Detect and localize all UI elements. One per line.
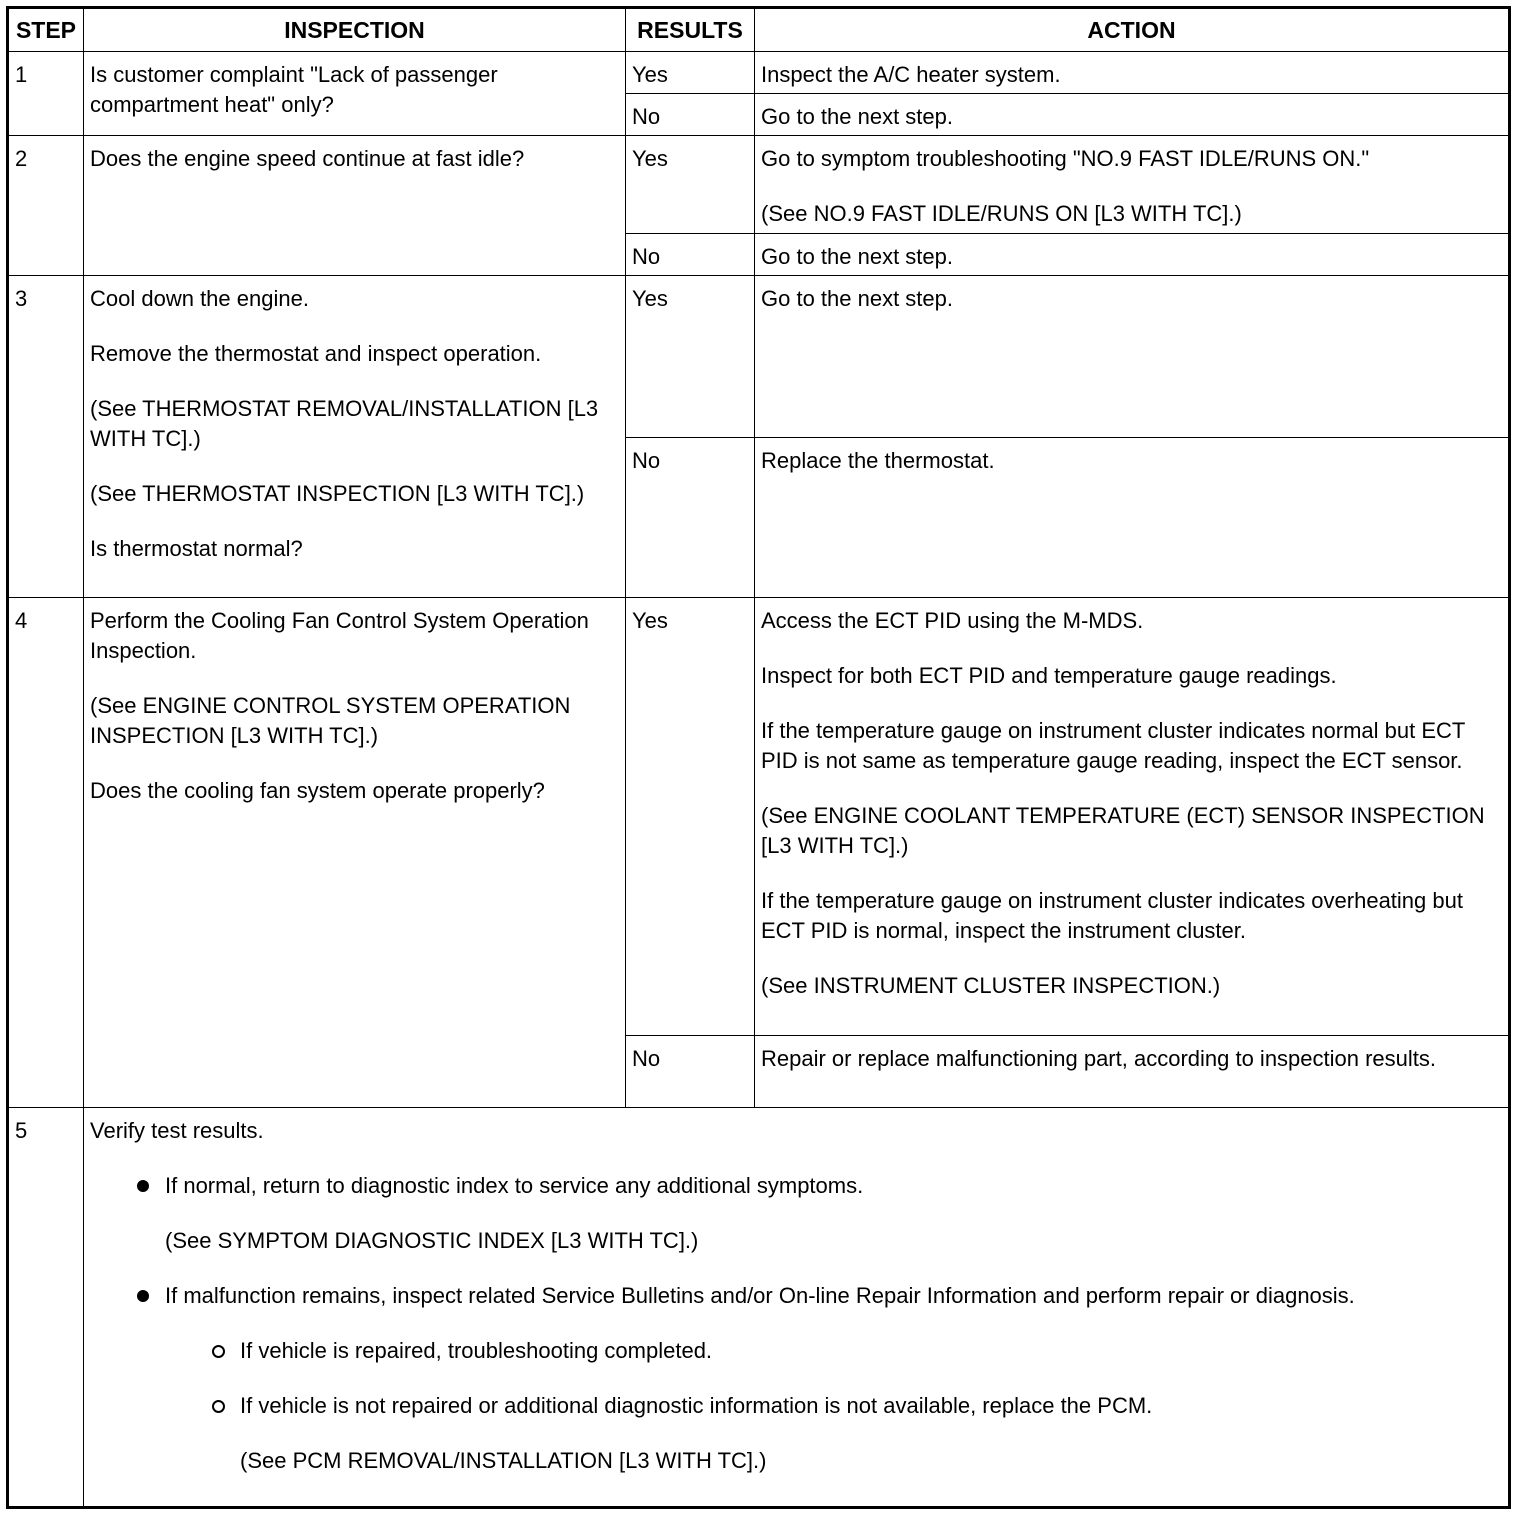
- step-4-yes-row: [8, 598, 1510, 1036]
- inspection-text: Does the engine speed continue at fast idle?: [90, 146, 525, 171]
- header-inspection: INSPECTION: [84, 8, 626, 52]
- list-item: [137, 1281, 1502, 1476]
- step-5-row: [8, 1108, 1510, 1508]
- hollow-bullet-icon: [212, 1345, 225, 1358]
- step-3-yes-action: [755, 276, 1510, 438]
- step-2-yes-row: [8, 136, 1510, 234]
- action-text: If the temperature gauge on instrument cluster indicates overheating but ECT PID is normal, inspect the instrument cluster.: [761, 888, 1463, 943]
- step-5-number: 5: [8, 1108, 84, 1508]
- inspection-text: Remove the thermostat and inspect operation.: [90, 341, 542, 366]
- inspection-reference: (See THERMOSTAT INSPECTION [L3 WITH TC].): [90, 481, 585, 506]
- step-4-number: 4: [8, 598, 84, 1108]
- step-2-no-result: No: [626, 234, 755, 276]
- step-4-no-action: [755, 1036, 1510, 1108]
- step-3-yes-row: [8, 276, 1510, 438]
- inspection-text: Is customer complaint "Lack of passenger compartment heat" only?: [90, 62, 498, 117]
- step-5-content: [84, 1108, 1510, 1508]
- step-2-no-action: [755, 234, 1510, 276]
- inspection-question: Does the cooling fan system operate properly?: [90, 778, 545, 803]
- action-text: Inspect the A/C heater system.: [761, 62, 1061, 87]
- action-text: Go to the next step.: [761, 244, 954, 269]
- header-step: STEP: [8, 8, 84, 52]
- step-5-intro: Verify test results.: [90, 1118, 264, 1143]
- action-text: Replace the thermostat.: [761, 448, 995, 473]
- step-1-no-result: No: [626, 94, 755, 136]
- action-text: If the temperature gauge on instrument cluster indicates normal but ECT PID is not same as temperature gauge reading, inspect the ECT sensor.: [761, 718, 1465, 773]
- step-3-no-action: [755, 438, 1510, 598]
- sub-bullet-reference: (See PCM REMOVAL/INSTALLATION [L3 WITH TC].): [240, 1448, 767, 1473]
- step-3-yes-result: Yes: [626, 276, 755, 438]
- inspection-text: Perform the Cooling Fan Control System Operation Inspection.: [90, 608, 589, 663]
- step-3-number: 3: [8, 276, 84, 598]
- header-results: RESULTS: [626, 8, 755, 52]
- step-4-yes-action: [755, 598, 1510, 1036]
- inspection-reference: (See THERMOSTAT REMOVAL/INSTALLATION [L3 WITH TC].): [90, 396, 599, 451]
- step-2-yes-action: [755, 136, 1510, 234]
- action-text: Go to symptom troubleshooting "NO.9 FAST IDLE/RUNS ON.": [761, 146, 1370, 171]
- step-4-yes-result: Yes: [626, 598, 755, 1036]
- step-5-sub-list: [165, 1336, 1502, 1476]
- step-5-bullet-list: [90, 1171, 1502, 1476]
- step-1-no-action: [755, 94, 1510, 136]
- step-2-number: 2: [8, 136, 84, 276]
- list-item: [212, 1336, 1502, 1366]
- step-1-number: 1: [8, 52, 84, 136]
- sub-bullet-text: If vehicle is not repaired or additional diagnostic information is not available, replace the PCM.: [240, 1393, 1153, 1418]
- inspection-reference: (See ENGINE CONTROL SYSTEM OPERATION INSPECTION [L3 WITH TC].): [90, 693, 571, 748]
- bullet-text: If malfunction remains, inspect related Service Bulletins and/or On-line Repair Information and perform repair or diagnosis.: [165, 1283, 1355, 1308]
- list-item: [212, 1391, 1502, 1476]
- step-3-no-result: No: [626, 438, 755, 598]
- step-4-inspection: [84, 598, 626, 1108]
- action-reference: (See NO.9 FAST IDLE/RUNS ON [L3 WITH TC].): [761, 201, 1242, 226]
- header-action: ACTION: [755, 8, 1510, 52]
- step-1-inspection: [84, 52, 626, 136]
- bullet-text: If normal, return to diagnostic index to service any additional symptoms.: [165, 1173, 864, 1198]
- step-4-no-result: No: [626, 1036, 755, 1108]
- header-row: [8, 8, 1510, 52]
- filled-bullet-icon: [137, 1290, 149, 1302]
- action-text: Access the ECT PID using the M-MDS.: [761, 608, 1144, 633]
- action-text: Repair or replace malfunctioning part, according to inspection results.: [761, 1046, 1437, 1071]
- step-2-inspection: [84, 136, 626, 276]
- step-3-inspection: [84, 276, 626, 598]
- sub-bullet-text: If vehicle is repaired, troubleshooting completed.: [240, 1338, 713, 1363]
- filled-bullet-icon: [137, 1180, 149, 1192]
- inspection-question: Is thermostat normal?: [90, 536, 303, 561]
- action-text: Inspect for both ECT PID and temperature gauge readings.: [761, 663, 1337, 688]
- step-1-yes-action: [755, 52, 1510, 94]
- hollow-bullet-icon: [212, 1400, 225, 1413]
- action-text: Go to the next step.: [761, 104, 954, 129]
- inspection-text: Cool down the engine.: [90, 286, 309, 311]
- action-reference: (See INSTRUMENT CLUSTER INSPECTION.): [761, 973, 1221, 998]
- list-item: [137, 1171, 1502, 1256]
- action-reference: (See ENGINE COOLANT TEMPERATURE (ECT) SENSOR INSPECTION [L3 WITH TC].): [761, 803, 1485, 858]
- step-2-yes-result: Yes: [626, 136, 755, 234]
- step-1-yes-row: [8, 52, 1510, 94]
- action-text: Go to the next step.: [761, 286, 954, 311]
- bullet-reference: (See SYMPTOM DIAGNOSTIC INDEX [L3 WITH TC].): [165, 1228, 699, 1253]
- step-1-yes-result: Yes: [626, 52, 755, 94]
- troubleshooting-table: [6, 6, 1511, 1509]
